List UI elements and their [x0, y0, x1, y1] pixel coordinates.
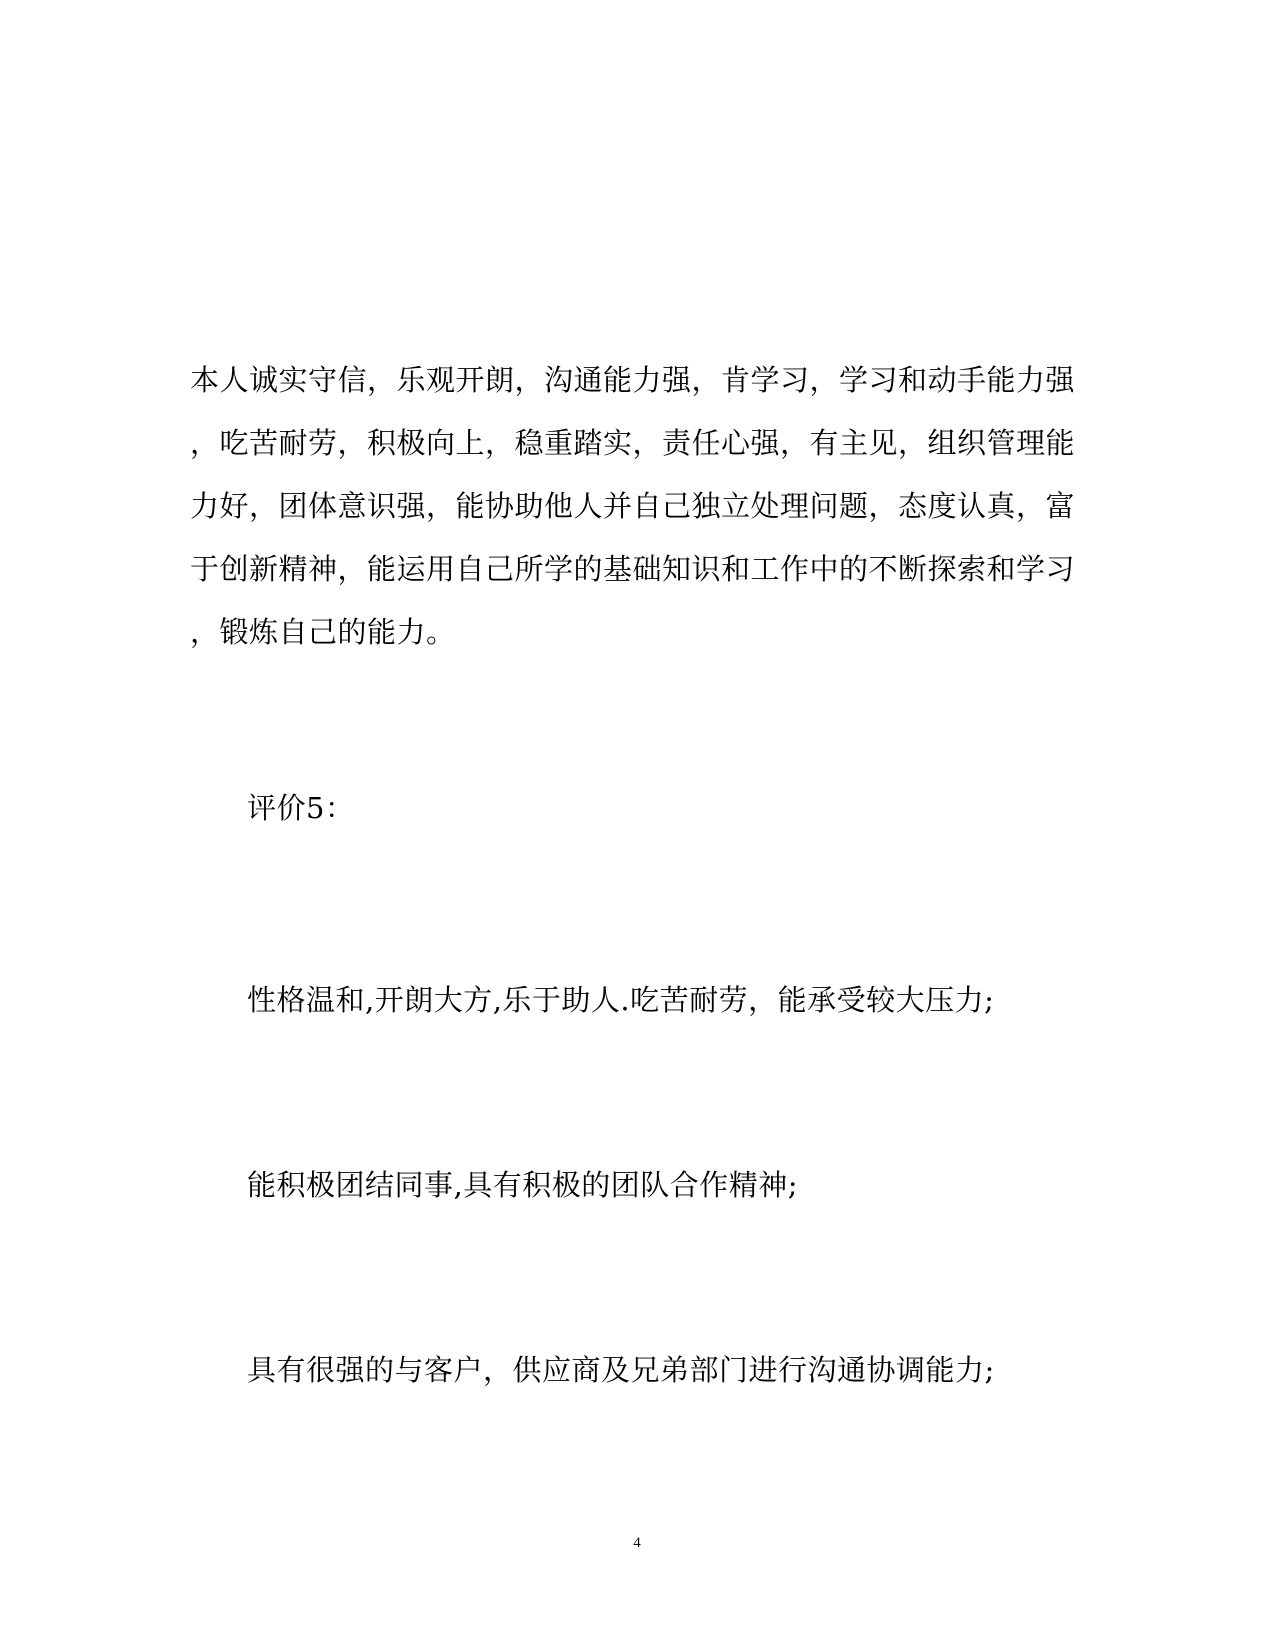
list-item: 具有很强的与客户，供应商及兄弟部门进行沟通协调能力;: [247, 1353, 995, 1387]
list-item: 能积极团结同事,具有积极的团队合作精神;: [247, 1168, 798, 1202]
paragraph-line: 于创新精神，能运用自己所学的基础知识和工作中的不断探索和学习: [190, 552, 1076, 586]
section-heading: 评价5：: [247, 791, 355, 825]
paragraph-line: ，吃苦耐劳，积极向上，稳重踏实，责任心强，有主见，组织管理能: [190, 426, 1076, 460]
page-number: 4: [633, 1535, 641, 1551]
paragraph-line: 本人诚实守信，乐观开朗，沟通能力强，肯学习，学习和动手能力强: [190, 363, 1076, 397]
paragraph-line: ，锻炼自己的能力。: [190, 615, 456, 649]
list-item: 性格温和,开朗大方,乐于助人.吃苦耐劳，能承受较大压力;: [247, 983, 995, 1017]
paragraph-line: 力好，团体意识强，能协助他人并自己独立处理问题，态度认真，富: [190, 489, 1076, 523]
